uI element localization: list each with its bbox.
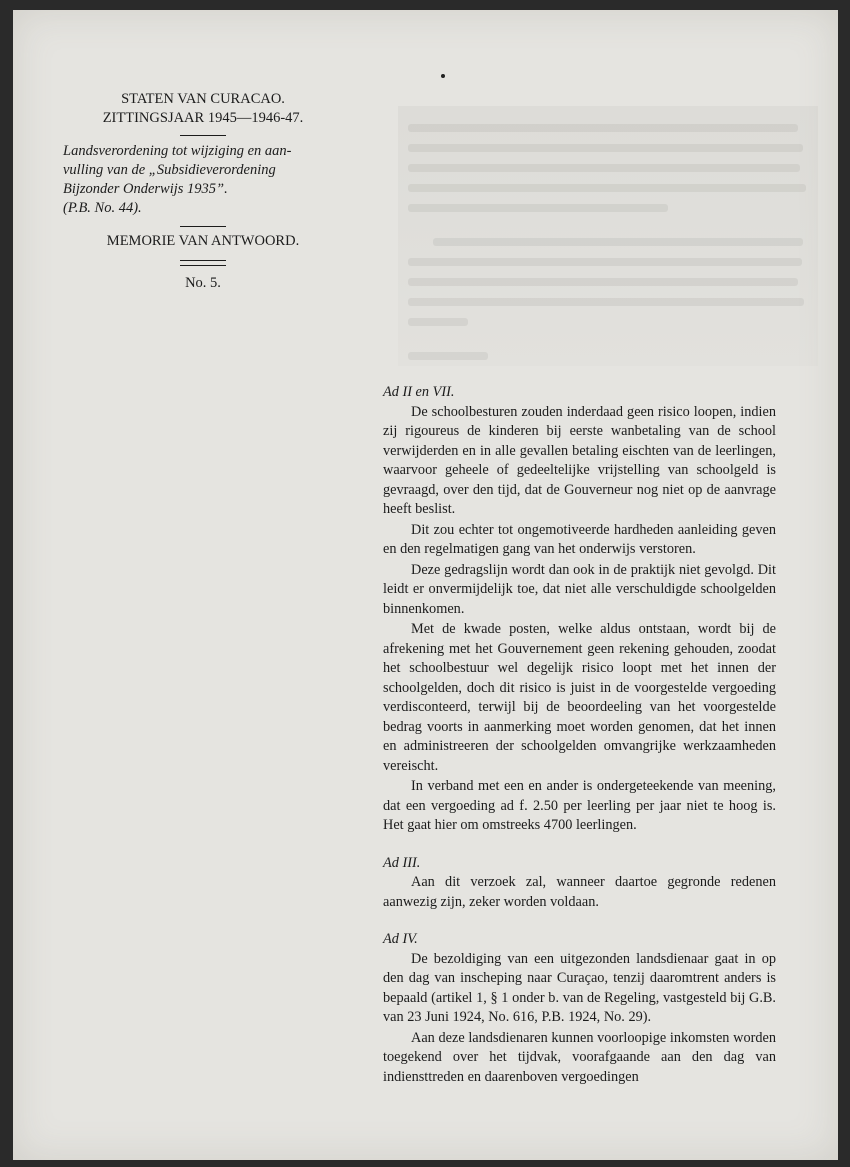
law-title-line: Bijzonder Onderwijs 1935”.: [63, 181, 228, 197]
divider: [180, 226, 226, 227]
divider: [180, 260, 226, 261]
institution-name: STATEN VAN CURACAO.: [121, 91, 285, 107]
section-heading: Ad III.: [383, 854, 421, 871]
paragraph: De schoolbesturen zouden inderdaad geen risico loopen, indien zij rigoureus de kinderen bij eerste wanbetaling van de school verwijderden en in alle gevallen betaling eischten van de leerlingen, waarvoor geheele of gedeeltelijke vrijstelling van schoolgeld is gevraagd, over den tijd, dat de Gouverneur nog niet op de aanvrage heeft beslist.: [383, 403, 776, 517]
paragraph: In verband met een en ander is ondergeteekende van meening, dat een vergoeding ad f. 2.50 per leerling per jaar niet te hoog is. Het gaat hier om omstreeks 4700 leerlingen.: [383, 778, 776, 833]
divider: [180, 135, 226, 136]
section-heading: Ad II en VII.: [383, 384, 455, 400]
paragraph: Aan dit verzoek zal, wanneer daartoe gegronde redenen aanwezig zijn, zeker worden voldaan.: [383, 874, 776, 910]
law-title-line: Landsverordening tot wijziging en aan-: [63, 143, 292, 159]
paragraph: Met de kwade posten, welke aldus ontstaan, wordt bij de afrekening met het Gouvernement geen rekening gehouden, zoodat het schoolbestuur wel degelijk risico loopt met het innen der schoolgelden, doch dit risico is juist in de voorgestelde vergoeding verdisconteerd, terwijl bij de beoordeeling van het voorgestelde bedrag voorts in aanmerking moet worden genomen, dat het innen en administreeren der schoolgelden omvangrijke werkzaamheden vereischt.: [383, 621, 776, 774]
show-through-text: [398, 106, 818, 366]
section-gap: [383, 836, 776, 854]
document-page: [13, 10, 838, 1160]
divider: [180, 265, 226, 266]
paragraph: Dit zou echter tot ongemotiveerde hardheden aanleiding geven en den regelmatigen gang van het onderwijs verstoren.: [383, 521, 776, 557]
law-title: [53, 142, 353, 218]
section-gap: [383, 912, 776, 930]
law-title-line: (P.B. No. 44).: [63, 200, 142, 216]
document-number: No. 5.: [185, 275, 221, 291]
document-body: [383, 383, 776, 1087]
session-year: ZITTINGSJAAR 1945—1946-47.: [102, 110, 304, 126]
paragraph: Deze gedragslijn wordt dan ook in de praktijk niet gevolgd. Dit leidt er onvermijdelijk toe, dat niet alle verschuldigde schoolgelden binnenkomen.: [383, 561, 776, 617]
ink-speck: [441, 74, 445, 78]
memo-title: MEMORIE VAN ANTWOORD.: [106, 233, 300, 249]
paragraph: Aan deze landsdienaren kunnen voorloopige inkomsten worden toegekend over het tijdvak, voorafgaande aan den dag van indiensttreden en daarenboven vergoedingen: [383, 1029, 776, 1085]
document-header: [53, 90, 353, 293]
section-heading: Ad IV.: [383, 931, 418, 947]
law-title-line: vulling van de „Subsidieverordening: [63, 162, 276, 178]
paragraph: De bezoldiging van een uitgezonden landsdienaar gaat in op den dag van inscheping naar Curaçao, tenzij daaromtrent anders is bepaald (artikel 1, § 1 onder b. van de Regeling, vastgesteld bij G.B. van 23 Juni 1924, No. 616, P.B. 1924, No. 29).: [383, 950, 776, 1025]
